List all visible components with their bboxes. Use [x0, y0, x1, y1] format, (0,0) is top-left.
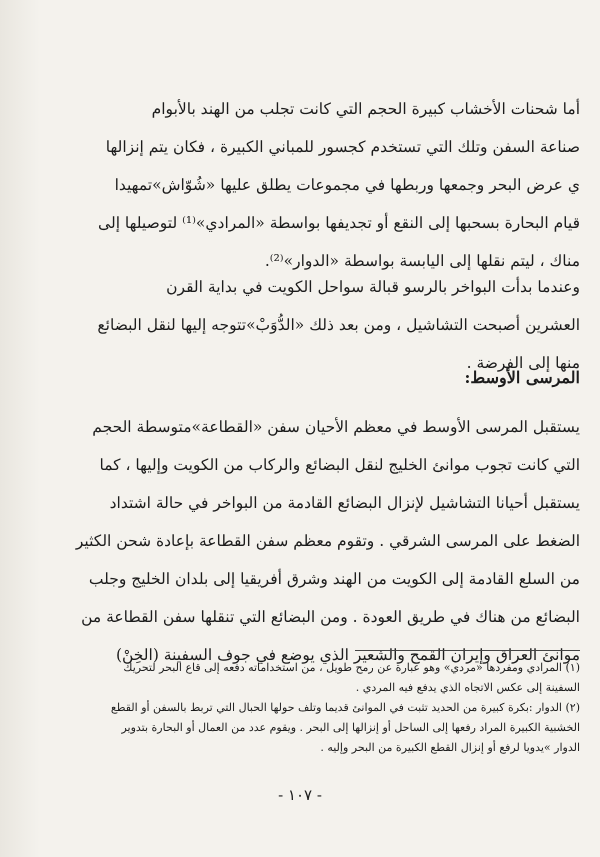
footnote-line: (١) المرادي ومفردها «مردي» وهو عبارة عن رمح طويل ، من استخداماته دفعه إلى قاع البحر لتحريك [123, 661, 580, 674]
text-line: ي عرض البحر وجمعها وربطها في مجموعات يطلق عليها «شُوّاش»تمهيدا [114, 176, 580, 194]
text-line: وعندما بدأت البواخر بالرسو قبالة سواحل الكويت في بداية القرن [166, 278, 580, 296]
text-line: يستقبل المرسى الأوسط في معظم الأحيان سفن «القطاعة»متوسطة الحجم [92, 418, 580, 436]
text-line: العشرين أصبحت التشاشيل ، ومن بعد ذلك «الدُّوَبْ»تتوجه إليها لنقل البضائع [97, 316, 580, 334]
text-line: مناك ، ليتم نقلها إلى اليابسة بواسطة «الدوار»⁽²⁾. [264, 252, 580, 270]
text-line: قيام البحارة بسحبها إلى النقع أو تجديفها بواسطة «المرادي»⁽¹⁾ لتوصيلها إلى [98, 214, 580, 232]
text-line: من السلع القادمة إلى الكويت من الهند وشرق أفريقيا إلى بلدان الخليج وجلب [88, 570, 580, 588]
footnote-line: (٢) الدوار :بكرة كبيرة من الحديد تثبت في الموانئ قديما وتلف حولها الحبال التي تربط بالسفن أو القطع [110, 701, 580, 714]
footnotes [20, 658, 580, 758]
text-line: البضائع من هناك في طريق العودة . ومن البضائع التي تنقلها سفن القطاعة من [81, 608, 580, 626]
paragraph-middle-anchorage [20, 408, 580, 674]
text-line: منها إلى الفرضة . [466, 354, 580, 372]
footnote-line: الدوار »يدويا لرفع أو إنزال القطع الكبيرة من البحر وإليه . [320, 741, 580, 754]
text-line: التي كانت تجوب موانئ الخليج لنقل البضائع والركاب من الكويت وإليها ، كما [99, 456, 580, 474]
page-number: - ١٠٧ - [278, 786, 322, 804]
footnote-line: الخشبية الكبيرة المراد رفعها إلى الساحل أو إنزالها إلى البحر . ويقوم عدد من العمال أو البحارة بتدوير [121, 721, 580, 734]
text-line: الضغط على المرسى الشرقي . وتقوم معظم سفن القطاعة بإعادة شحن الكثير [75, 532, 580, 550]
text-line: موانئ العراق وإيران القمح والشعير الذي يوضع في جوف السفينة (الخِنْ) [115, 646, 580, 664]
paragraph-steamships [20, 268, 580, 382]
footnote-divider [355, 650, 580, 651]
text-line: أما شحنات الأخشاب كبيرة الحجم التي كانت تجلب من الهند بالأبوام [151, 100, 580, 118]
paragraph-timber-shipments [20, 90, 580, 280]
text-line: صناعة السفن وتلك التي تستخدم كجسور للمباني الكبيرة ، فكان يتم إنزالها [105, 138, 580, 156]
section-heading: المرسى الأوسط: [464, 368, 580, 387]
footnote-line: السفينة إلى عكس الاتجاه الذي يدفع فيه المردي . [355, 681, 580, 694]
text-line: يستقبل أحيانا التشاشيل لإنزال البضائع القادمة من البواخر في حالة اشتداد [109, 494, 580, 512]
